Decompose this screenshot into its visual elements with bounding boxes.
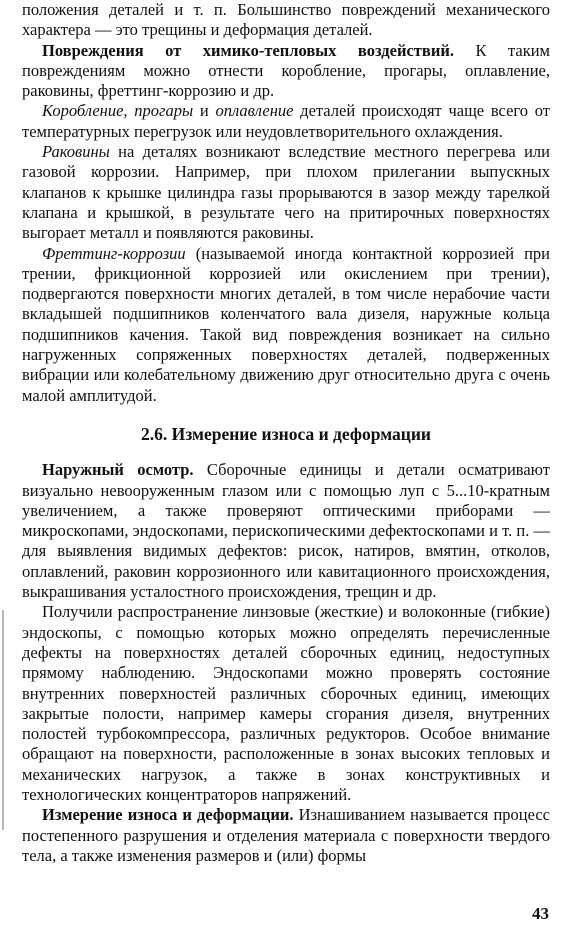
italic-term: Раковины [42,142,110,162]
run-in-heading: Наружный осмотр. [42,460,194,480]
paragraph-pitting [22,142,550,243]
run-in-heading: Повреждения от химико-тепловых воздействий. [42,40,454,60]
italic-term: Коробление, прогары [42,101,194,121]
paragraph-text: К таким повреждениям можно отнести коробление, прогары, оплавление, раковины, фреттинг-коррозию и др. [22,40,550,101]
section-heading: 2.6. Измерение износа и деформации [141,423,431,444]
paragraph-wear-measurement [22,805,550,866]
body-text [22,0,550,866]
paragraph-endoscopes [22,602,550,805]
paragraph-text: на деталях возникают вследствие местного перегрева или газовой коррозии. Например, при плохом прилегании выпускных клапанов к крышке цилиндра газы прорываются в зазор между тарелкой клапана и крышкой, в результате чего на притирочных поверхностях выгорает металл и появляются раковины. [22,142,550,243]
page-number: 43 [532,904,549,923]
paragraph-text: деталей происходят чаще всего от температурных перегрузок или неудовлетворительного охлаждения. [22,101,550,141]
paragraph-text: (называемой иногда контактной коррозией при трении, фрикционной коррозией или окислением при трении), подвергаются поверхности многих деталей, в том числе нерабочие части вкладышей подшипников коленчатого вала дизеля, наружные кольца подшипников качения. Такой вид повреждения возникает на сильно нагруженных сопряженных поверхностях деталей, подверженных вибрации или колебательному движению друг относительно друга с очень малой амплитудой. [22,243,550,405]
run-in-heading: Измерение износа и деформации. [42,805,294,825]
paragraph-text: Изнашиванием называется процесс постепенного разрушения и отделения материала с поверхности твердого тела, а также изменения размеров и (или) формы [22,805,550,865]
paragraph-continued [22,0,550,41]
paragraph-text: Сборочные единицы и детали осматривают визуально невооруженным глазом или с помощью луп с 5...10-кратным увеличением, а также проверяют оптическими приборами — микроскопами, эндоскопами, перископическими дефектоскопами и т. п. — для выявления видимых дефектов: рисок, натиров, вмятин, отколов, оплавлений, раковин коррозионного или кавитационного происхождения, выкрашивания усталостного происхождения, трещин и др. [22,460,551,602]
paragraph-external-inspection [22,460,550,602]
paragraph-chemical-thermal [22,41,550,102]
italic-term: оплавление [215,101,294,121]
italic-term: Фреттинг-коррозии [42,243,186,263]
scan-margin-line [2,610,4,830]
paragraph-text: Получили распространение линзовые (жесткие) и волоконные (гибкие) эндоскопы, с помощью которых можно определять перечисленные дефекты на поверхностях деталей сборочных единиц, недоступных прямому наблюдению. Эндоскопами можно проверять состояние внутренних поверхностей различных сборочных единиц, имеющих закрытые полости, например камеры сгорания дизеля, внутренних полостей турбокомпрессора, различных редукторов. Особое внимание обращают на поверхности, расположенные в зонах высоких тепловых и механических нагрузок, а также в зонах конструктивных и технологических концентраторов напряжений. [22,602,550,804]
paragraph-warping [22,101,550,142]
paragraph-text: положения деталей и т. п. Большинство повреждений механического характера — это трещины и деформация деталей. [22,0,550,40]
paragraph-fretting [22,244,550,406]
paragraph-text: и [193,101,216,121]
